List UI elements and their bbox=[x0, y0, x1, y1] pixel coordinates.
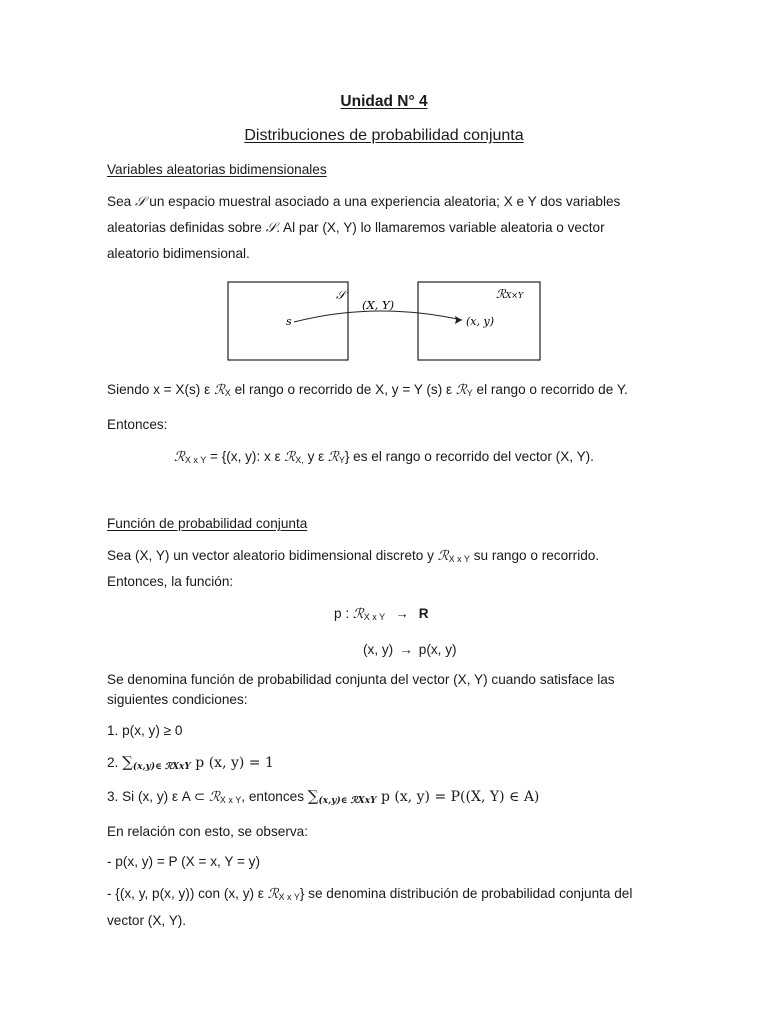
paragraph-line: Entonces: bbox=[107, 417, 168, 432]
paragraph-line: Entonces, la función: bbox=[107, 574, 234, 589]
mapping-arrow bbox=[294, 311, 462, 322]
paragraph-line: Sea 𝒮 un espacio muestral asociado a una experiencia aleatoria; X e Y dos variables bbox=[107, 194, 621, 210]
sample-space-label: 𝒮 bbox=[336, 288, 346, 302]
paragraph-line: aleatorias definidas sobre 𝒮. Al par (X, Y) lo llamaremos variable aleatoria o vector bbox=[107, 220, 605, 236]
paragraph-line: Siendo x = X(s) ε ℛ$_X$ el rango o recorrido de X, y = Y (s) ε ℛ$_Y$ el rango o recorrido de Y. bbox=[107, 382, 628, 398]
section-heading-variables: Variables aleatorias bidimensionales bbox=[107, 162, 327, 177]
condition-1: 1. p(x, y) ≥ 0 bbox=[107, 723, 183, 738]
paragraph-line: Se denomina función de probabilidad conjunta del vector (X, Y) cuando satisface las bbox=[107, 672, 615, 687]
point-xy: (x, y) bbox=[466, 315, 494, 328]
observation-2: - {(x, y, p(x, y)) con (x, y) ε ℛ$_{X x Y}$} se denomina distribución de probabilidad conjunta del bbox=[107, 886, 633, 902]
paragraph-line: Sea (X, Y) un vector aleatorio bidimensional discreto y ℛ$_{X x Y}$ su rango o recorrido. bbox=[107, 548, 600, 564]
observation-1: - p(x, y) = P (X = x, Y = y) bbox=[107, 854, 260, 869]
section-heading-funcion: Función de probabilidad conjunta bbox=[107, 516, 308, 531]
page-title: Unidad N° 4 bbox=[340, 93, 428, 110]
sample-space-symbol: 𝒮 bbox=[134, 194, 146, 210]
point-s: s bbox=[286, 315, 292, 328]
mapping-diagram bbox=[226, 279, 546, 363]
range-label: ℛX×Y bbox=[496, 287, 524, 301]
sample-space-symbol: 𝒮 bbox=[265, 220, 277, 236]
paragraph-line: siguientes condiciones: bbox=[107, 692, 248, 707]
paragraph-line: aleatorio bidimensional. bbox=[107, 246, 250, 261]
range-definition: ℛ$_{X x Y}$ = {(x, y): x ε ℛ$_{X,}$ y ε ℛ$_Y$} es el rango o recorrido del vector (X, Y). bbox=[174, 449, 594, 465]
condition-2: 2. $\sum_{(x,y)\in ℛXxY}$ p (x, y) = 1 bbox=[107, 753, 274, 772]
page-subtitle: Distribuciones de probabilidad conjunta bbox=[244, 127, 524, 144]
function-mapping-elements: (x, y) → p(x, y) bbox=[363, 642, 457, 657]
paragraph-line: vector (X, Y). bbox=[107, 913, 187, 928]
arrow-head bbox=[455, 316, 462, 324]
function-mapping: p : ℛ$_{X x Y}$ → R bbox=[334, 606, 429, 622]
paragraph-line: En relación con esto, se observa: bbox=[107, 824, 308, 839]
arrow-label: (X, Y) bbox=[362, 298, 395, 312]
condition-3: 3. Si (x, y) ε A ⊂ ℛ$_{X x Y}$, entonces $\sum_{(x,y)\in ℛXxY}$ p (x, y) = P((X, Y) ∈ A) bbox=[107, 787, 540, 806]
